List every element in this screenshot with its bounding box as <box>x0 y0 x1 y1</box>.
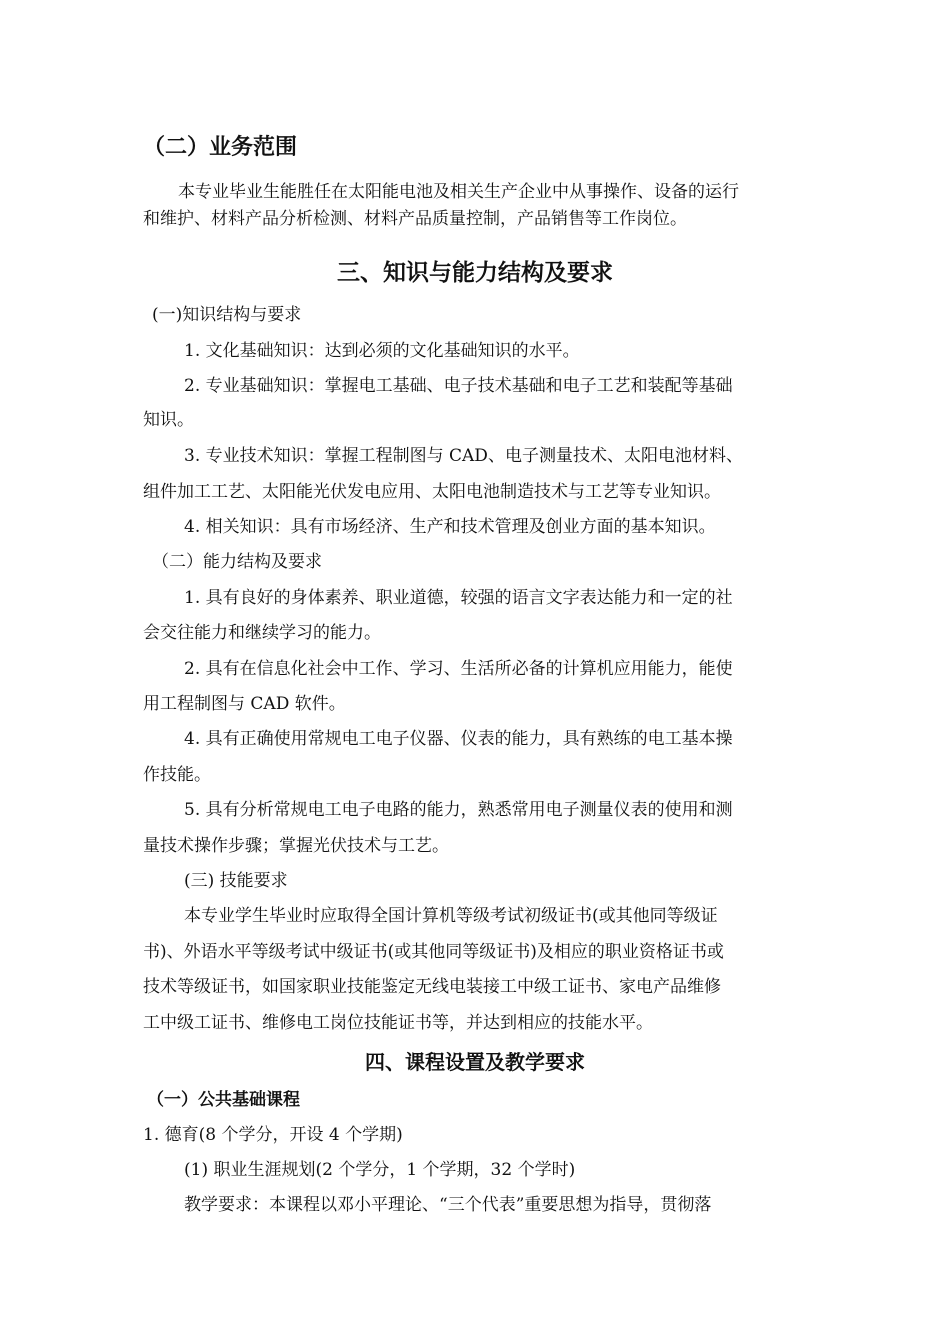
paragraph-line: 本专业毕业生能胜任在太阳能电池及相关生产企业中从事操作、设备的运行 <box>178 182 739 202</box>
list-item: 4. 具有正确使用常规电工电子仪器、仪表的能力，具有熟练的电工基本操 <box>184 729 733 749</box>
paragraph-line: 技术等级证书，如国家职业技能鉴定无线电装接工中级工证书、家电产品维修 <box>143 977 721 997</box>
paragraph-line: 工中级工证书、维修电工岗位技能证书等，并达到相应的技能水平。 <box>143 1013 653 1033</box>
list-item: (1) 职业生涯规划(2 个学分，1 个学期，32 个学时) <box>184 1160 576 1180</box>
list-item: 2. 专业基础知识：掌握电工基础、电子技术基础和电子工艺和装配等基础 <box>184 376 733 396</box>
subheading-public-courses: （一）公共基础课程 <box>147 1090 300 1110</box>
heading-knowledge-ability: 三、知识与能力结构及要求 <box>337 260 613 286</box>
list-item: 3. 专业技术知识：掌握工程制图与 CAD、电子测量技术、太阳电池材料、 <box>184 446 743 466</box>
list-item-continuation: 量技术操作步骤；掌握光伏技术与工艺。 <box>143 836 449 856</box>
heading-curriculum: 四、课程设置及教学要求 <box>365 1050 585 1074</box>
list-item: 2. 具有在信息化社会中工作、学习、生活所必备的计算机应用能力，能使 <box>184 659 733 679</box>
list-item: 4. 相关知识：具有市场经济、生产和技术管理及创业方面的基本知识。 <box>184 517 716 537</box>
paragraph-line: 本专业学生毕业时应取得全国计算机等级考试初级证书(或其他同等级证 <box>184 906 718 926</box>
list-item-continuation: 知识。 <box>143 410 194 430</box>
list-item: 1. 具有良好的身体素养、职业道德，较强的语言文字表达能力和一定的社 <box>184 588 733 608</box>
list-item-continuation: 用工程制图与 CAD 软件。 <box>143 694 346 714</box>
list-item: 5. 具有分析常规电工电子电路的能力，熟悉常用电子测量仪表的使用和测 <box>184 800 733 820</box>
subheading-knowledge: (一)知识结构与要求 <box>152 305 302 325</box>
subheading-ability: （二）能力结构及要求 <box>152 552 322 572</box>
list-item-continuation: 会交往能力和继续学习的能力。 <box>143 623 381 643</box>
list-item-continuation: 组件加工工艺、太阳能光伏发电应用、太阳电池制造技术与工艺等专业知识。 <box>143 482 721 502</box>
list-item: 1. 德育(8 个学分，开设 4 个学期) <box>143 1125 403 1145</box>
heading-business-scope: （二）业务范围 <box>143 135 298 160</box>
list-item: 1. 文化基础知识：达到必须的文化基础知识的水平。 <box>184 341 580 361</box>
paragraph-line: 和维护、材料产品分析检测、材料产品质量控制，产品销售等工作岗位。 <box>143 209 687 229</box>
paragraph-line: 书)、外语水平等级考试中级证书(或其他同等级证书)及相应的职业资格证书或 <box>143 942 724 962</box>
list-item-continuation: 作技能。 <box>143 765 211 785</box>
subheading-skill: (三) 技能要求 <box>184 871 288 891</box>
paragraph-line: 教学要求：本课程以邓小平理论、“三个代表”重要思想为指导，贯彻落 <box>184 1195 712 1215</box>
